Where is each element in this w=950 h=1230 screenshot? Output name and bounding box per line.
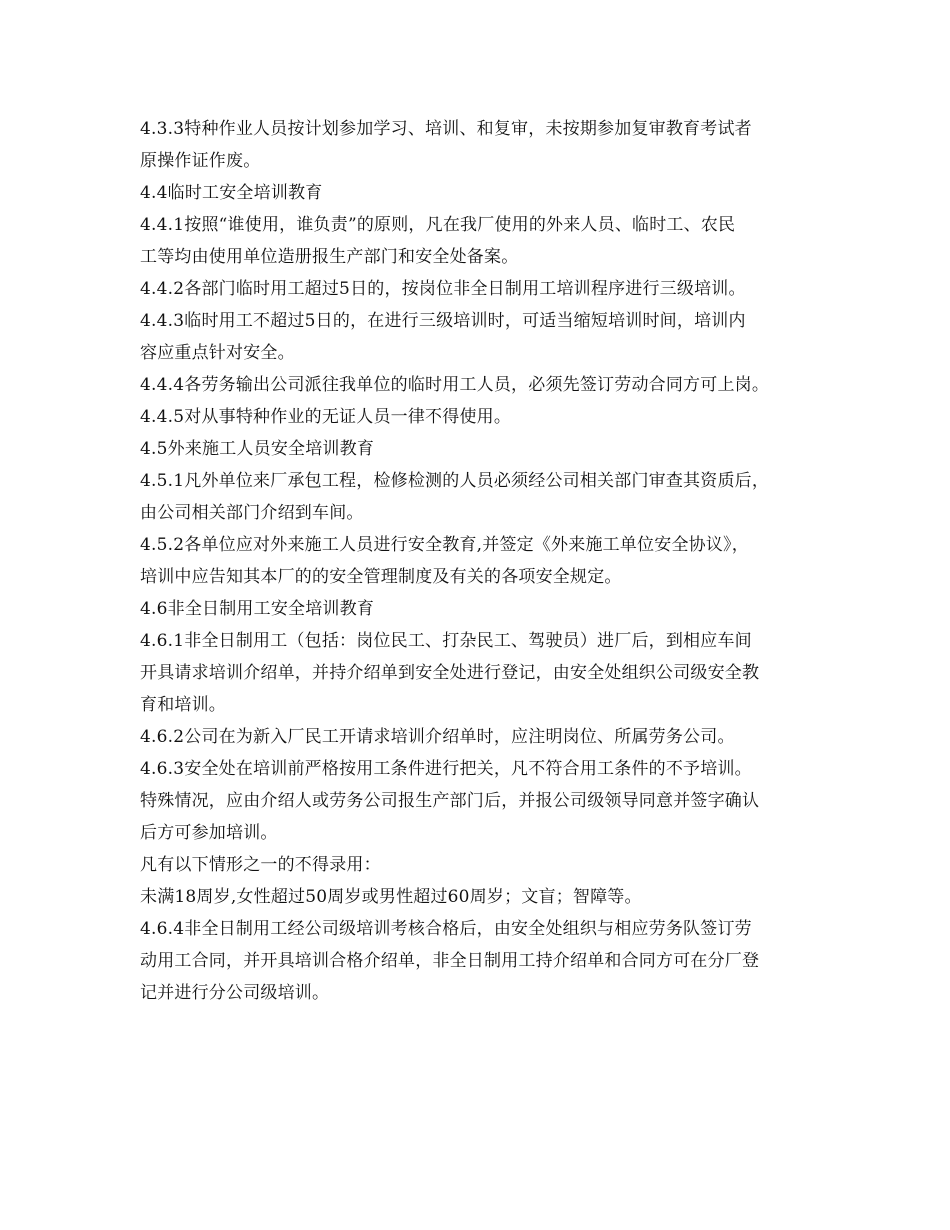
- text-line: 凡有以下情形之一的不得录用：: [140, 855, 381, 875]
- text-line: 由公司相关部门介绍到车间。: [140, 503, 364, 523]
- text-line: 容应重点针对安全。: [140, 343, 295, 363]
- text-line: 4.4.1按照“谁使用，谁负责”的原则，凡在我厂使用的外来人员、临时工、农民: [140, 215, 736, 235]
- text-line: 4.5.2各单位应对外来施工人员进行安全教育,并签定《外来施工单位安全协议》，: [140, 535, 749, 555]
- text-line: 4.4.5对从事特种作业的无证人员一律不得使用。: [140, 407, 512, 427]
- text-line: 4.6.4非全日制用工经公司级培训考核合格后，由安全处组织与相应劳务队签订劳: [140, 919, 752, 939]
- document-body: [140, 113, 820, 1009]
- text-line: 4.4.2各部门临时用工超过5日的，按岗位非全日制用工培训程序进行三级培训。: [140, 279, 746, 299]
- text-line: 4.6.1非全日制用工（包括：岗位民工、打杂民工、驾驶员）进厂后，到相应车间: [140, 631, 752, 651]
- section-heading: 4.4临时工安全培训教育: [140, 183, 323, 203]
- text-line: 4.6.2公司在为新入厂民工开请求培训介绍单时，应注明岗位、所属劳务公司。: [140, 727, 735, 747]
- text-line: 育和培训。: [140, 695, 226, 715]
- text-line: 工等均由使用单位造册报生产部门和安全处备案。: [140, 247, 519, 267]
- text-line: 4.4.3临时用工不超过5日的，在进行三级培训时，可适当缩短培训时间，培训内: [140, 311, 746, 331]
- section-heading: 4.6非全日制用工安全培训教育: [140, 599, 375, 619]
- text-line: 后方可参加培训。: [140, 823, 278, 843]
- text-line: 4.4.4各劳务输出公司派往我单位的临时用工人员，必须先签订劳动合同方可上岗。: [140, 375, 770, 395]
- text-line: 培训中应告知其本厂的的安全管理制度及有关的各项安全规定。: [140, 567, 622, 587]
- text-line: 原操作证作废。: [140, 151, 261, 171]
- text-line: 未满18周岁,女性超过50周岁或男性超过60周岁；文盲；智障等。: [140, 887, 642, 907]
- text-line: 特殊情况，应由介绍人或劳务公司报生产部门后，并报公司级领导同意并签字确认: [140, 791, 760, 811]
- text-line: 记并进行分公司级培训。: [140, 983, 330, 1003]
- text-line: 开具请求培训介绍单，并持介绍单到安全处进行登记，由安全处组织公司级安全教: [140, 663, 760, 683]
- section-heading: 4.5外来施工人员安全培训教育: [140, 439, 375, 459]
- text-line: 4.5.1凡外单位来厂承包工程，检修检测的人员必须经公司相关部门审查其资质后，: [140, 471, 770, 491]
- text-line: 4.3.3特种作业人员按计划参加学习、培训、和复审，未按期参加复审教育考试者: [140, 119, 752, 139]
- text-line: 4.6.3安全处在培训前严格按用工条件进行把关，凡不符合用工条件的不予培训。: [140, 759, 752, 779]
- text-line: 动用工合同，并开具培训合格介绍单，非全日制用工持介绍单和合同方可在分厂登: [140, 951, 760, 971]
